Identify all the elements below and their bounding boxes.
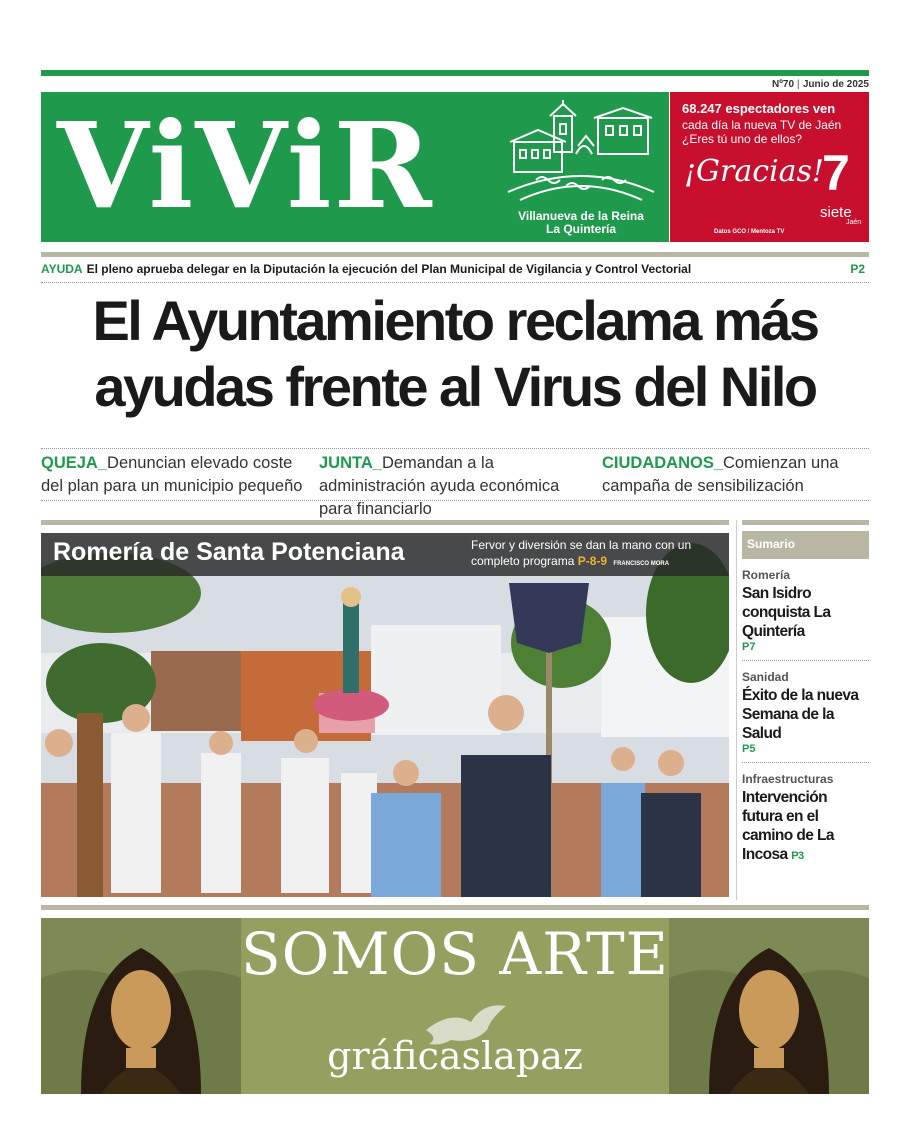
sidebar-item-category: Infraestructuras	[742, 772, 834, 786]
viewer-count: 68.247	[682, 101, 722, 116]
headline-line2: ayudas frente al Virus del Nilo	[94, 355, 816, 418]
feature-deck-text: Fervor y diversión se dan la mano con un completo programa	[471, 538, 692, 568]
sidebar-item-page: P7	[742, 641, 756, 653]
feature-rule	[41, 520, 729, 525]
subheads-bottom-divider	[41, 500, 869, 501]
tv-ad-question: ¿Eres tú uno de ellos?	[682, 132, 803, 146]
sidebar-item-title: San Isidro conquista La Quintería	[742, 585, 831, 640]
town-name-line2: La Quintería	[545, 222, 616, 236]
kicker-divider	[41, 282, 869, 283]
masthead	[41, 92, 669, 242]
sidebar-item-title-text: Intervención futura en el camino de La Incosa	[742, 789, 834, 863]
issue-separator: |	[797, 79, 800, 90]
feature-pages: P-8-9	[577, 554, 608, 568]
subhead-tag: JUNTA_	[319, 454, 382, 472]
tv-ad-line1	[682, 101, 835, 116]
sidebar-heading: Sumario	[742, 531, 869, 559]
bottom-rule	[41, 905, 869, 910]
feature-deck	[471, 537, 721, 572]
subhead-junta[interactable]	[319, 452, 587, 521]
tv-ad-line2-text: cada día la nueva TV de Jaén	[682, 118, 842, 132]
channel-logo-region: Jaén	[846, 219, 862, 226]
graficas-advertisement[interactable]	[41, 918, 869, 1094]
subhead-queja[interactable]	[41, 452, 309, 498]
sidebar-rule	[742, 520, 869, 525]
sidebar-item-category: Romería	[742, 568, 791, 582]
ad-headline: SOMOS ARTE	[241, 920, 669, 988]
town-church-icon	[506, 100, 656, 210]
issue-number: Nº70	[772, 79, 795, 90]
mona-lisa-right-image	[669, 918, 869, 1094]
headline-line1: El Ayuntamiento reclama más	[92, 289, 818, 352]
subhead-text: Demandan a la administración ayuda económica para financiarlo	[319, 454, 560, 518]
kicker-page: P2	[850, 262, 865, 276]
town-name	[491, 210, 671, 236]
summary-sidebar	[742, 520, 869, 873]
masthead-rule	[41, 252, 869, 257]
town-name-line1: Villanueva de la Reina	[518, 209, 644, 223]
top-kicker[interactable]	[41, 262, 869, 280]
romeria-photo[interactable]	[41, 533, 729, 897]
tv-ad-line1-rest: espectadores ven	[725, 101, 836, 116]
tv-ad-line2	[682, 118, 841, 146]
newspaper-logo[interactable]: ViViR	[57, 96, 434, 235]
feature-author: FRANCISCO MORA	[613, 561, 670, 567]
kicker-text: El pleno aprueba delegar en la Diputación la ejecución del Plan Municipal de Vigilancia y Control Vectorial	[86, 262, 692, 276]
channel-logo-number: 7	[822, 145, 850, 201]
sidebar-item-title	[742, 788, 869, 866]
channel-logo-name: siete	[820, 204, 852, 221]
sidebar-item-page: P3	[791, 850, 804, 862]
subhead-text: Comienzan una campaña de sensibilización	[602, 454, 839, 495]
issue-date: Junio de 2025	[802, 79, 869, 90]
sidebar-item-infraestructuras[interactable]	[742, 763, 869, 873]
kicker-tag: AYUDA	[41, 262, 83, 276]
subhead-tag: CIUDADANOS_	[602, 454, 724, 472]
sidebar-item-sanidad[interactable]	[742, 661, 869, 763]
sidebar-item-category: Sanidad	[742, 670, 789, 684]
mona-lisa-left-image	[41, 918, 241, 1094]
subhead-tag: QUEJA_	[41, 454, 108, 472]
tv-ad-thanks: ¡Gracias!	[684, 154, 824, 189]
ad-brand: gráficaslapaz	[327, 1034, 583, 1078]
procession-photo-illustration	[41, 533, 729, 897]
top-rule	[41, 70, 869, 76]
sidebar-item-page: P5	[742, 743, 756, 755]
subheads-top-divider	[41, 448, 869, 449]
issue-info	[772, 79, 869, 90]
tv-advertisement[interactable]	[670, 92, 869, 242]
subhead-ciudadanos[interactable]	[602, 452, 870, 498]
feature-title: Romería de Santa Potenciana	[53, 538, 405, 566]
subhead-text: Denuncian elevado coste del plan para un municipio pequeño	[41, 454, 303, 495]
sidebar-item-romeria[interactable]	[742, 559, 869, 661]
sidebar-item-title: Éxito de la nueva Semana de la Salud	[742, 687, 859, 742]
main-headline[interactable]	[41, 288, 869, 420]
sidebar-divider	[736, 520, 737, 900]
tv-ad-source: Datos GCO / Mentoza TV	[714, 229, 785, 235]
